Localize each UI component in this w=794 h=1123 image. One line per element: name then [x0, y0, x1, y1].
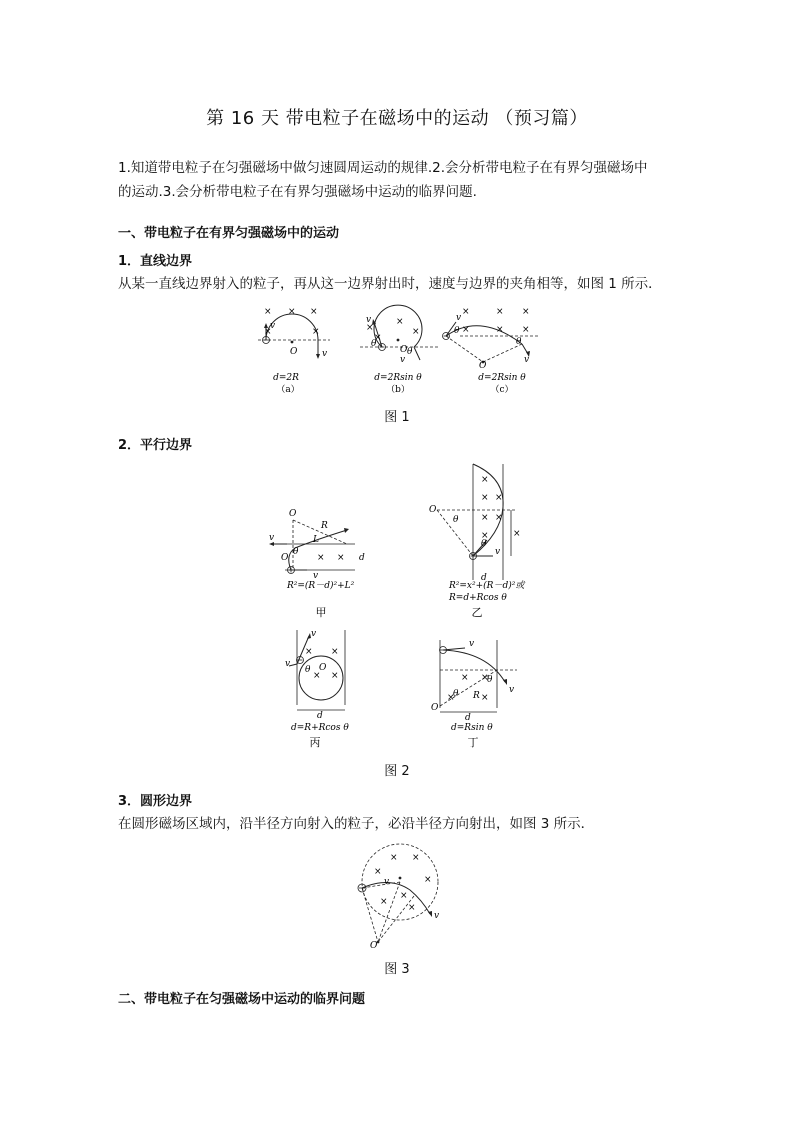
figure-1c — [443, 307, 541, 395]
svg-text:×: × — [481, 493, 489, 503]
svg-text:O: O — [290, 347, 298, 357]
svg-text:×: × — [317, 553, 325, 563]
section-1-heading: 一、带电粒子在有界匀强磁场中的运动 — [118, 226, 340, 241]
svg-text:×: × — [337, 553, 345, 563]
svg-text:v: v — [269, 533, 275, 543]
svg-text:v: v — [434, 911, 440, 921]
svg-text:×: × — [481, 475, 489, 485]
figure-2-parallel-boundary — [255, 460, 555, 750]
svg-text:×: × — [496, 325, 504, 335]
straight-boundary-text: 从某一直线边界射入的粒子，再从这一边界射出时，速度与边界的夹角相等，如图 1 所示． — [118, 276, 662, 292]
svg-text:θ: θ — [453, 689, 459, 699]
figure-2-jia — [269, 509, 365, 619]
svg-text:×: × — [495, 493, 503, 503]
svg-text:O: O — [400, 345, 408, 355]
svg-text:×: × — [374, 867, 382, 877]
figure-2-caption: 图 2 — [384, 764, 410, 779]
svg-text:×: × — [305, 647, 313, 657]
svg-text:×: × — [400, 891, 408, 901]
svg-text:v: v — [400, 355, 406, 365]
figure-1c-label: （c） — [490, 385, 514, 395]
figure-2-yi-formula-2: R=d+Rcos θ — [449, 593, 507, 603]
svg-text:×: × — [412, 327, 420, 337]
svg-text:d: d — [465, 713, 471, 723]
svg-text:v: v — [285, 659, 291, 669]
svg-text:×: × — [331, 671, 339, 681]
svg-text:×: × — [374, 333, 382, 343]
svg-text:θ: θ — [293, 547, 299, 557]
goals-line-1: 1.知道带电粒子在匀强磁场中做匀速圆周运动的规律.2.会分析带电粒子在有界匀强磁场中 — [118, 160, 648, 176]
svg-text:θ: θ — [516, 337, 522, 347]
figure-1a-label: （a） — [276, 385, 300, 395]
goals-line-2: 的运动.3.会分析带电粒子在有界匀强磁场中运动的临界问题. — [118, 184, 477, 200]
svg-text:×: × — [462, 307, 470, 317]
svg-text:O: O — [281, 553, 289, 563]
svg-text:v: v — [495, 547, 501, 557]
figure-1a-formula: d=2R — [273, 373, 299, 383]
svg-text:×: × — [424, 875, 432, 885]
figure-2-jia-label: 甲 — [315, 606, 327, 619]
figure-2-bing-label: 丙 — [309, 736, 321, 749]
figure-2-yi-label: 乙 — [471, 606, 483, 619]
svg-text:θ: θ — [454, 326, 460, 336]
svg-text:R: R — [473, 691, 480, 701]
svg-text:×: × — [513, 529, 521, 539]
svg-text:v: v — [509, 685, 515, 695]
svg-text:×: × — [288, 307, 296, 317]
figure-2-bing-formula: d=R+Rcos θ — [291, 723, 349, 733]
svg-text:d: d — [359, 553, 365, 563]
svg-text:O: O — [431, 703, 439, 713]
svg-text:×: × — [366, 323, 374, 333]
svg-text:×: × — [331, 647, 339, 657]
svg-text:×: × — [313, 671, 321, 681]
figure-2-ding — [431, 639, 517, 749]
svg-text:θ: θ — [371, 339, 377, 349]
figure-2-yi — [429, 464, 526, 619]
subsection-straight-boundary: 1．直线边界 — [118, 254, 193, 269]
svg-text:×: × — [264, 327, 272, 337]
svg-text:O: O — [479, 361, 487, 371]
svg-text:θ: θ — [487, 675, 493, 685]
svg-text:v: v — [524, 355, 530, 365]
svg-text:v: v — [322, 349, 328, 359]
figure-1b — [360, 305, 440, 395]
svg-text:O: O — [319, 663, 327, 673]
svg-text:×: × — [522, 325, 530, 335]
figure-1-straight-boundary — [250, 302, 550, 398]
svg-text:v: v — [366, 315, 372, 325]
svg-text:×: × — [412, 853, 420, 863]
svg-text:θ: θ — [453, 515, 459, 525]
svg-text:v: v — [384, 877, 390, 887]
figure-1c-formula: d=2Rsin θ — [478, 373, 526, 383]
figure-2-jia-formula: R²=(R－d)²+L² — [287, 581, 355, 591]
svg-text:×: × — [447, 693, 455, 703]
svg-text:v: v — [311, 629, 317, 639]
figure-2-ding-label: 丁 — [467, 736, 479, 749]
svg-text:×: × — [390, 853, 398, 863]
svg-text:×: × — [264, 307, 272, 317]
figure-1a — [258, 307, 330, 395]
svg-text:×: × — [462, 325, 470, 335]
svg-text:×: × — [481, 673, 489, 683]
subsection-parallel-boundary: 2．平行边界 — [118, 438, 193, 453]
svg-text:v: v — [313, 571, 319, 581]
svg-text:θ: θ — [407, 347, 413, 357]
svg-text:×: × — [408, 903, 416, 913]
svg-text:×: × — [481, 531, 489, 541]
figure-2-ding-formula: d=Rsin θ — [451, 723, 493, 733]
figure-1b-formula: d=2Rsin θ — [374, 373, 422, 383]
svg-text:d: d — [481, 573, 487, 583]
page-title: 第 16 天 带电粒子在磁场中的运动 （预习篇） — [206, 108, 588, 129]
svg-text:×: × — [495, 513, 503, 523]
svg-text:×: × — [481, 513, 489, 523]
svg-text:d: d — [317, 711, 323, 721]
svg-text:×: × — [522, 307, 530, 317]
svg-text:×: × — [380, 897, 388, 907]
section-2-heading: 二、带电粒子在匀强磁场中运动的临界问题 — [118, 992, 366, 1007]
svg-text:×: × — [481, 693, 489, 703]
figure-2-yi-formula-1: R²=x²+(R－d)²或 — [449, 581, 525, 591]
svg-text:×: × — [396, 317, 404, 327]
svg-text:×: × — [496, 307, 504, 317]
svg-text:R: R — [321, 521, 328, 531]
svg-text:θ: θ — [481, 539, 487, 549]
subsection-circular-boundary: 3．圆形边界 — [118, 794, 193, 809]
svg-text:×: × — [461, 673, 469, 683]
svg-text:O: O — [289, 509, 297, 519]
figure-3-caption: 图 3 — [384, 962, 410, 977]
figure-2-bing — [285, 629, 349, 749]
svg-text:v: v — [456, 313, 462, 323]
svg-text:×: × — [312, 327, 320, 337]
svg-text:v: v — [270, 321, 276, 331]
figure-1b-label: （b） — [386, 385, 410, 395]
svg-text:v: v — [469, 639, 475, 649]
figure-3-circular-boundary — [350, 838, 450, 950]
svg-text:×: × — [310, 307, 318, 317]
circular-boundary-text: 在圆形磁场区域内，沿半径方向射入的粒子，必沿半径方向射出，如图 3 所示． — [118, 816, 595, 832]
svg-text:θ: θ — [305, 665, 311, 675]
figure-1-caption: 图 1 — [384, 410, 410, 425]
svg-text:O: O — [429, 505, 437, 515]
svg-text:L: L — [313, 535, 319, 545]
svg-text:O: O — [370, 941, 378, 951]
